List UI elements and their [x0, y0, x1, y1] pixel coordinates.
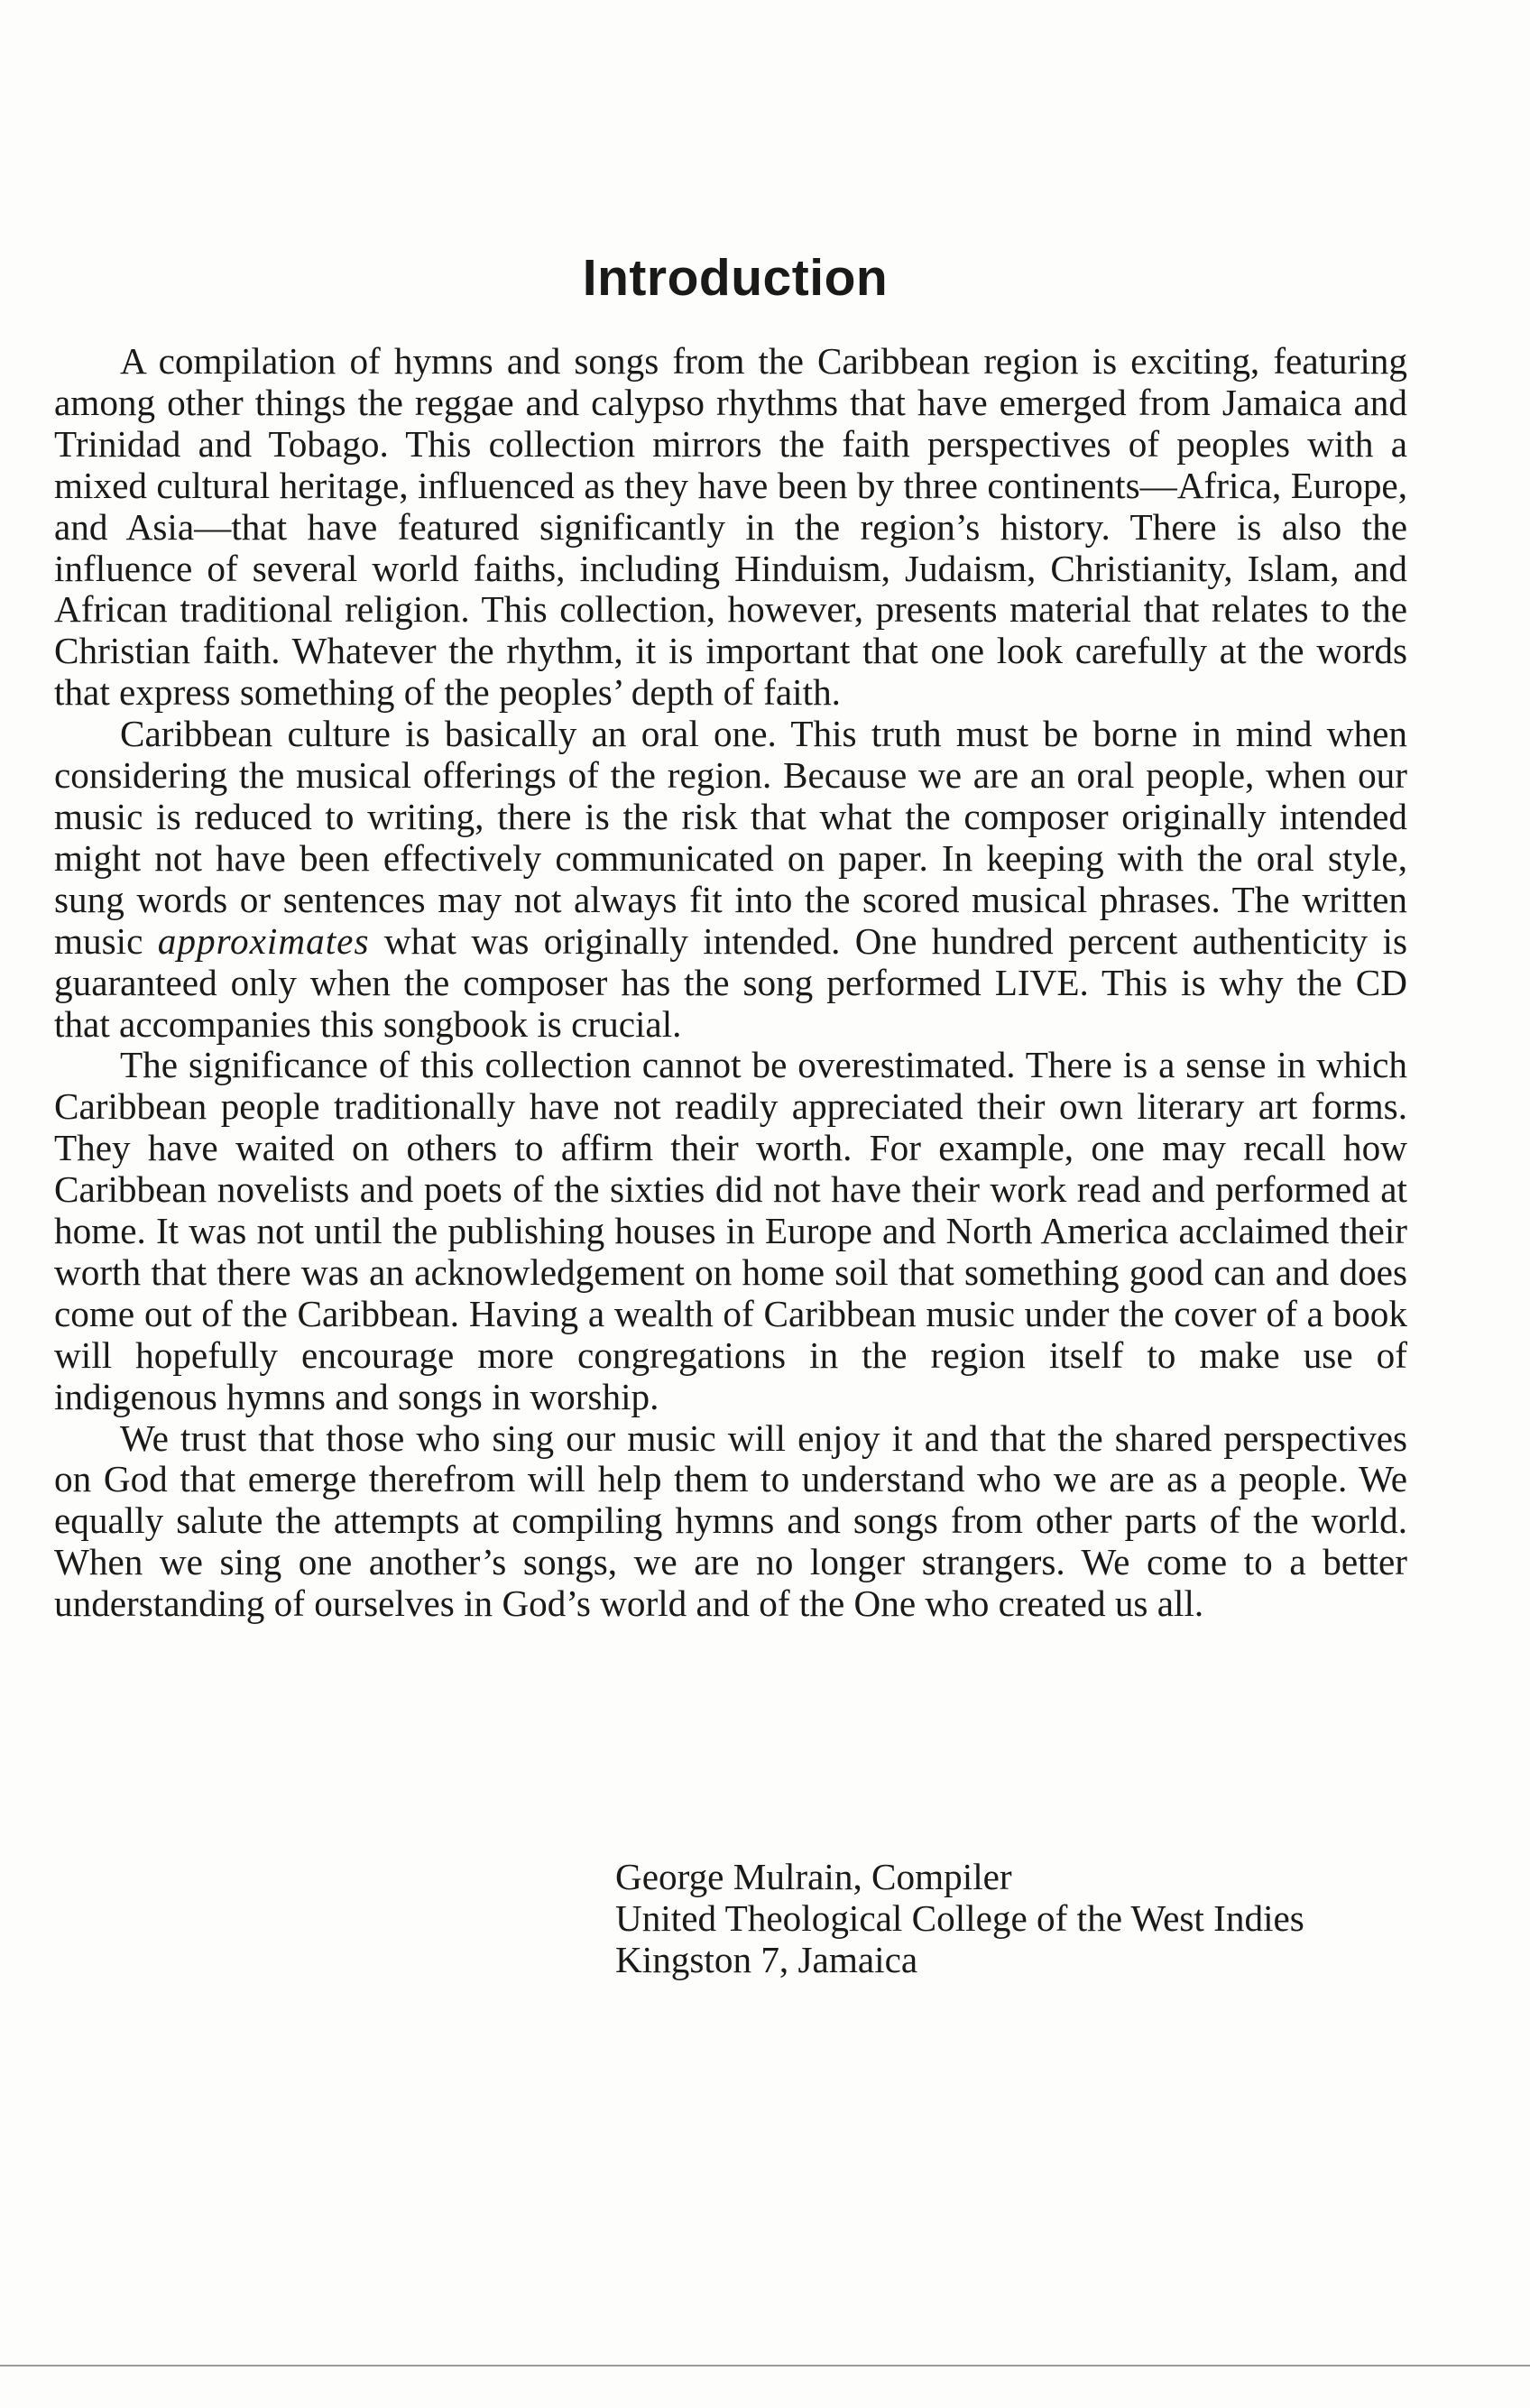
paragraph-1 [54, 341, 1407, 714]
paragraph-2-emphasis: approximates [157, 919, 370, 962]
paragraph-2-text-start: Caribbean culture is basically an oral one. This truth must be borne in mind when considering the musical offerings of the region. Because we are an oral people, when our music is reduced to writing, there is the risk that what the composer originally intended might not have been effectively communicated on paper. In keeping with the oral style, sung words or sentences may not always fit into the scored musical phrases. The written music [54, 713, 1407, 962]
introduction-body [54, 341, 1407, 1625]
paragraph-3 [54, 1045, 1407, 1417]
paragraph-4-text: We trust that those who sing our music will enjoy it and that the shared perspectives on God that emerge therefrom will help them to understand who we are as a people. We equally salute the attempts at compiling hymns and songs from other parts of the world. When we sing one another’s songs, we are no longer strangers. We come to a better understanding of ourselves in God’s world and of the One who created us all. [54, 1416, 1407, 1625]
signature-location: Kingston 7, Jamaica [615, 1939, 918, 1980]
signature-institution: United Theological College of the West Indies [615, 1897, 1304, 1939]
page-bottom-rule [0, 2365, 1530, 2366]
signature-name: George Mulrain, Compiler [615, 1856, 1012, 1897]
paragraph-2-text-end: what was originally intended. One hundred percent authenticity is guaranteed only when the composer has the song performed LIVE. This is why the CD that accompanies this songbook is crucial. [54, 919, 1408, 1045]
paragraph-1-text: A compilation of hymns and songs from the Caribbean region is exciting, featuring among other things the reggae and calypso rhythms that have emerged from Jamaica and Trinidad and Tobago. This collection mirrors the faith perspectives of peoples with a mixed cultural heritage, influenced as they have been by three continents—Africa, Europe, and Asia—that have featured significantly in the region’s history. There is also the influence of several world faiths, including Hinduism, Judaism, Christianity, Islam, and African traditional religion. This collection, however, presents material that relates to the Christian faith. Whatever the rhythm, it is important that one look carefully at the words that express something of the peoples’ depth of faith. [54, 340, 1407, 714]
paragraph-4 [54, 1418, 1407, 1626]
paragraph-3-text: The significance of this collection cannot be overestimated. There is a sense in which Caribbean people traditionally have not readily appreciated their own literary art forms. They have waited on others to affirm their worth. For example, one may recall how Caribbean novelists and poets of the sixties did not have their work read and performed at home. It was not until the publishing houses in Europe and North America acclaimed their worth that there was an acknowledgement on home soil that something good can and does come out of the Caribbean. Having a wealth of Caribbean music under the cover of a book will hopefully encourage more congregations in the region itself to make use of indigenous hymns and songs in worship. [54, 1044, 1407, 1417]
paragraph-2 [54, 714, 1407, 1045]
page-title: Introduction [582, 249, 889, 307]
signature-block [615, 1856, 1304, 1980]
